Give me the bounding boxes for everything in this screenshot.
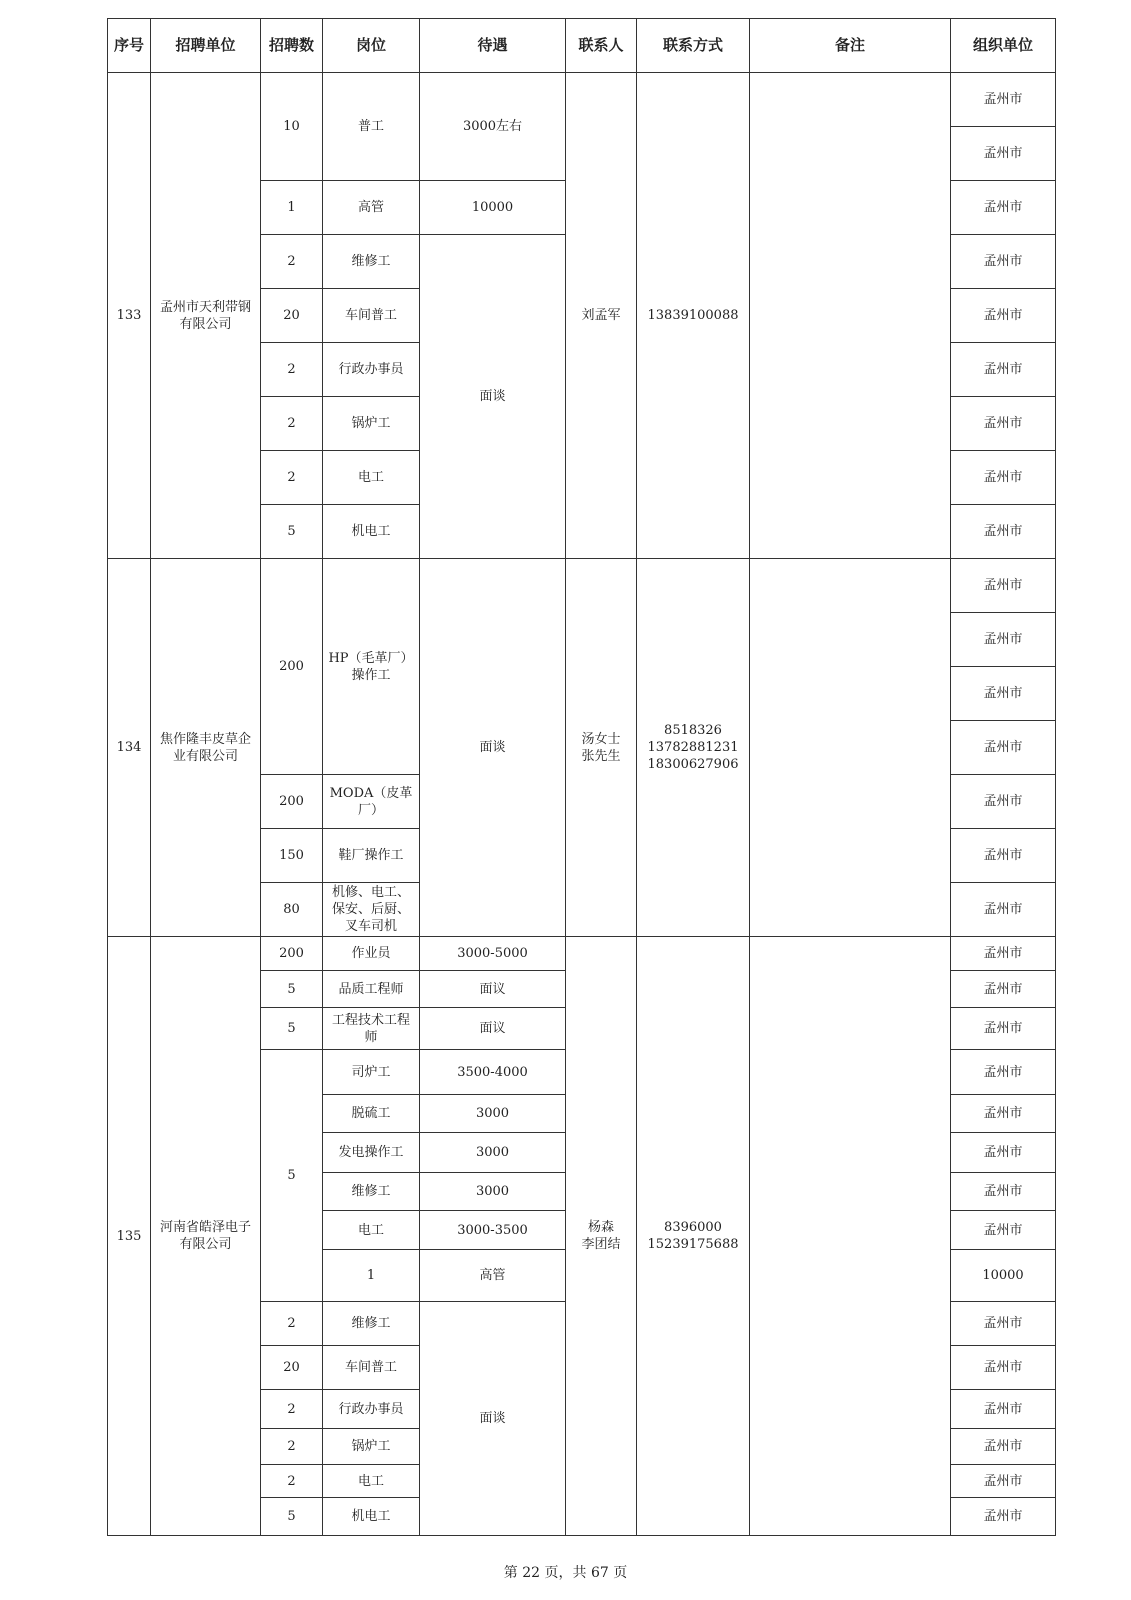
cell-position: 电工	[323, 1465, 420, 1498]
cell-count: 5	[261, 1050, 323, 1302]
cell-pay: 3500-4000	[420, 1050, 566, 1095]
cell-pay: 面谈	[420, 235, 566, 559]
cell-org: 孟州市	[951, 505, 1056, 559]
cell-org: 孟州市	[951, 343, 1056, 397]
cell-count: 1	[261, 181, 323, 235]
header-note: 备注	[750, 19, 951, 73]
table-row	[108, 937, 1056, 971]
cell-org: 孟州市	[951, 559, 1056, 613]
cell-org: 孟州市	[951, 1133, 1056, 1173]
cell-count: 200	[261, 559, 323, 775]
cell-count: 2	[261, 1465, 323, 1498]
cell-count: 2	[261, 1390, 323, 1429]
cell-org: 孟州市	[951, 1008, 1056, 1050]
header-company: 招聘单位	[151, 19, 261, 73]
cell-position: 作业员	[323, 937, 420, 971]
cell-org: 孟州市	[951, 937, 1056, 971]
cell-position: 电工	[323, 1211, 420, 1250]
cell-org: 孟州市	[951, 775, 1056, 829]
cell-company: 孟州市天利带钢 有限公司	[151, 73, 261, 559]
cell-org: 孟州市	[951, 235, 1056, 289]
cell-count: 10	[261, 73, 323, 181]
cell-position: 行政办事员	[323, 343, 420, 397]
cell-org: 孟州市	[951, 971, 1056, 1008]
page-footer: 第 22 页，共 67 页	[503, 1565, 628, 1581]
cell-pay: 3000-3500	[420, 1211, 566, 1250]
cell-contact: 杨森 李团结	[566, 937, 637, 1536]
cell-count: 2	[261, 451, 323, 505]
cell-org: 孟州市	[951, 1465, 1056, 1498]
cell-pay: 面议	[420, 1008, 566, 1050]
cell-position: 车间普工	[323, 1346, 420, 1390]
cell-position: 机修、电工、 保安、后厨、 叉车司机	[323, 883, 420, 937]
cell-org: 孟州市	[951, 1050, 1056, 1095]
cell-org: 孟州市	[951, 1429, 1056, 1465]
cell-count: 20	[261, 289, 323, 343]
cell-org: 孟州市	[951, 667, 1056, 721]
cell-phone: 13839100088	[637, 73, 750, 559]
cell-contact: 汤女士 张先生	[566, 559, 637, 937]
header-contact: 联系人	[566, 19, 637, 73]
cell-count: 2	[261, 235, 323, 289]
cell-position: 脱硫工	[323, 1095, 420, 1133]
table-header-row	[108, 19, 1056, 73]
cell-contact: 刘孟军	[566, 73, 637, 559]
cell-position: 工程技术工程 师	[323, 1008, 420, 1050]
cell-position: 高管	[420, 1250, 566, 1302]
cell-org: 孟州市	[951, 397, 1056, 451]
cell-count: 200	[261, 775, 323, 829]
cell-position: 行政办事员	[323, 1390, 420, 1429]
cell-pay: 10000	[420, 181, 566, 235]
header-pay: 待遇	[420, 19, 566, 73]
cell-pay: 3000-5000	[420, 937, 566, 971]
cell-position: 鞋厂操作工	[323, 829, 420, 883]
cell-pay: 面议	[420, 971, 566, 1008]
cell-count: 80	[261, 883, 323, 937]
cell-count: 2	[261, 1429, 323, 1465]
cell-pay: 面谈	[420, 559, 566, 937]
cell-note	[750, 559, 951, 937]
header-count: 招聘数	[261, 19, 323, 73]
cell-note	[750, 73, 951, 559]
cell-org: 孟州市	[951, 883, 1056, 937]
cell-position: 电工	[323, 451, 420, 505]
cell-count: 2	[261, 397, 323, 451]
table-row	[108, 559, 1056, 613]
cell-pay: 10000	[951, 1250, 1056, 1302]
cell-pay: 3000	[420, 1095, 566, 1133]
cell-org: 孟州市	[951, 73, 1056, 127]
cell-count: 1	[323, 1250, 420, 1302]
cell-position: 机电工	[323, 505, 420, 559]
cell-org: 孟州市	[951, 1302, 1056, 1346]
cell-count: 20	[261, 1346, 323, 1390]
cell-count: 2	[261, 1302, 323, 1346]
cell-org: 孟州市	[951, 1498, 1056, 1536]
table-body	[108, 73, 1056, 1536]
cell-position: 普工	[323, 73, 420, 181]
cell-pay: 3000左右	[420, 73, 566, 181]
cell-org: 孟州市	[951, 829, 1056, 883]
cell-index: 134	[108, 559, 151, 937]
cell-org: 孟州市	[951, 1211, 1056, 1250]
cell-position: 锅炉工	[323, 1429, 420, 1465]
cell-count: 200	[261, 937, 323, 971]
cell-position: 发电操作工	[323, 1133, 420, 1173]
cell-org: 孟州市	[951, 127, 1056, 181]
cell-position: 品质工程师	[323, 971, 420, 1008]
cell-position: 维修工	[323, 1302, 420, 1346]
cell-index: 133	[108, 73, 151, 559]
cell-position: 维修工	[323, 1173, 420, 1211]
cell-position: 锅炉工	[323, 397, 420, 451]
cell-count: 150	[261, 829, 323, 883]
cell-phone: 8518326 13782881231 18300627906	[637, 559, 750, 937]
cell-phone: 8396000 15239175688	[637, 937, 750, 1536]
cell-org: 孟州市	[951, 289, 1056, 343]
cell-position: 机电工	[323, 1498, 420, 1536]
header-index: 序号	[108, 19, 151, 73]
cell-count: 5	[261, 505, 323, 559]
cell-position: 车间普工	[323, 289, 420, 343]
recruitment-table	[107, 18, 1056, 1536]
cell-count: 2	[261, 343, 323, 397]
cell-count: 5	[261, 1498, 323, 1536]
cell-org: 孟州市	[951, 1390, 1056, 1429]
cell-pay: 面谈	[420, 1302, 566, 1536]
cell-count: 5	[261, 971, 323, 1008]
header-org: 组织单位	[951, 19, 1056, 73]
cell-count: 5	[261, 1008, 323, 1050]
cell-position: HP（毛革厂） 操作工	[323, 559, 420, 775]
header-phone: 联系方式	[637, 19, 750, 73]
cell-index: 135	[108, 937, 151, 1536]
table-row	[108, 73, 1056, 127]
cell-position: 司炉工	[323, 1050, 420, 1095]
cell-org: 孟州市	[951, 613, 1056, 667]
cell-org: 孟州市	[951, 181, 1056, 235]
cell-company: 焦作隆丰皮草企 业有限公司	[151, 559, 261, 937]
cell-org: 孟州市	[951, 1173, 1056, 1211]
cell-org: 孟州市	[951, 451, 1056, 505]
cell-org: 孟州市	[951, 1095, 1056, 1133]
cell-pay: 3000	[420, 1133, 566, 1173]
header-position: 岗位	[323, 19, 420, 73]
cell-note	[750, 937, 951, 1536]
cell-position: 高管	[323, 181, 420, 235]
cell-company: 河南省皓泽电子 有限公司	[151, 937, 261, 1536]
cell-org: 孟州市	[951, 721, 1056, 775]
cell-position: MODA（皮革 厂）	[323, 775, 420, 829]
cell-pay: 3000	[420, 1173, 566, 1211]
cell-position: 维修工	[323, 235, 420, 289]
cell-org: 孟州市	[951, 1346, 1056, 1390]
